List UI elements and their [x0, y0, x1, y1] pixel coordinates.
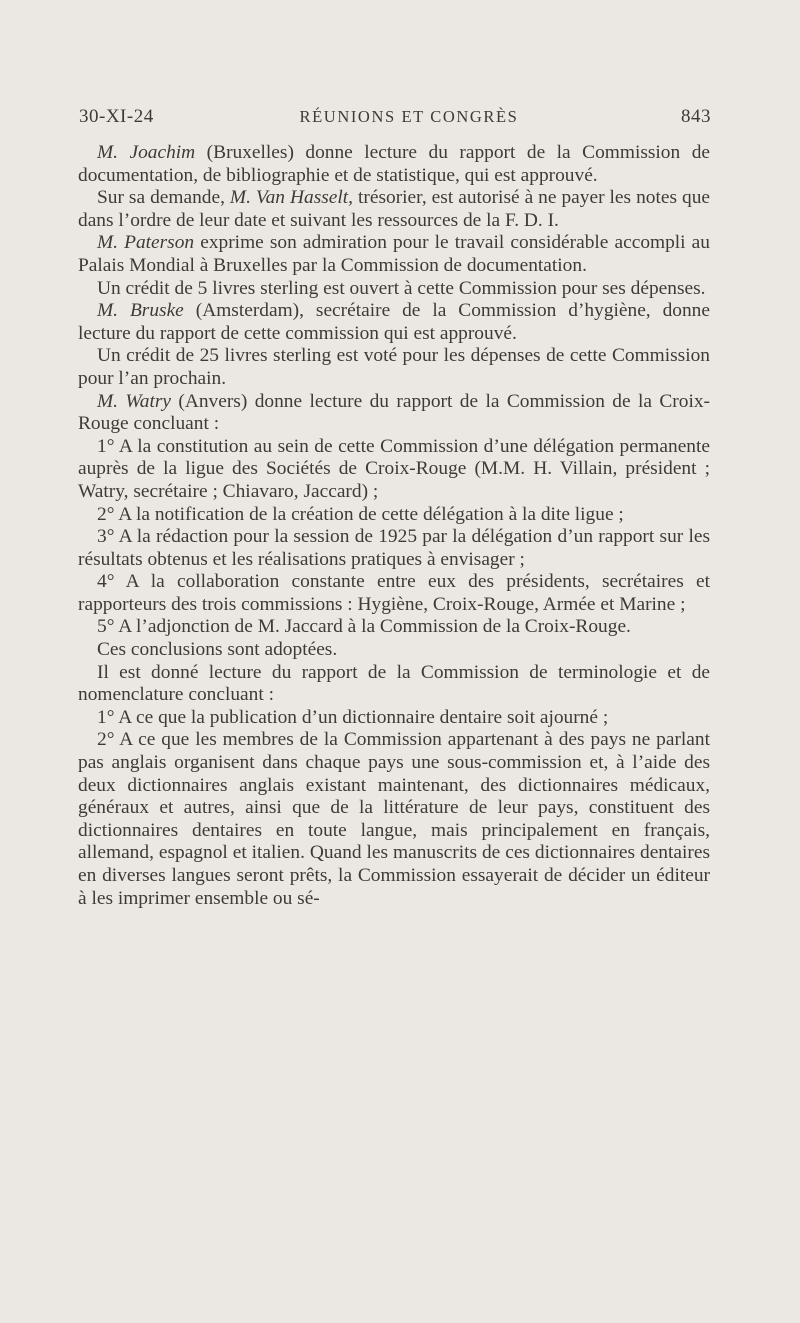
- paragraph: Ces conclusions sont adoptées.: [97, 639, 338, 661]
- header-title: RÉUNIONS ET CONGRÈS: [299, 107, 519, 126]
- list-item: 5° A l’adjonction de M. Jaccard à la Commission de la Croix-Rouge.: [97, 616, 631, 638]
- list-item: 3° A la rédaction pour la session de 1925 par la délégation d’un rapport sur les résultats obtenus et les réalisations pratiques à envisager ;: [78, 526, 710, 570]
- paragraph: M. Paterson exprime son admiration pour le travail considérable accompli au Palais Mondial à Bruxelles par la Commission de documentation.: [78, 232, 710, 276]
- list-item: 1° A ce que la publication d’un dictionnaire dentaire soit ajourné ;: [97, 706, 609, 728]
- person-name: M. Paterson: [97, 232, 195, 254]
- list-item: 2° A ce que les membres de la Commission appartenant à des pays ne parlant pas anglais organisent dans chaque pays une sous-commission et, à l’aide des deux dictionnaires anglais existant maintenant, des dictionnaires médicaux, généraux et autres, ainsi que de la littérature de leur pays, constituent des dictionnaires dentaires en toute langue, mais principalement en français, allemand, espagnol et italien. Quand les manuscrits de ces dictionnaires dentaires en diverses langues seront prêts, la Commission essayerait de décider un éditeur à les imprimer ensemble ou sé-: [78, 729, 710, 909]
- running-header: [79, 106, 711, 136]
- person-name: M. Van Hasselt,: [229, 187, 354, 209]
- header-date: 30-XI-24: [79, 106, 154, 127]
- paragraph: M. Watry (Anvers) donne lecture du rapport de la Commission de la Croix-Rouge concluant :: [78, 390, 710, 435]
- person-name: M. Bruske: [97, 300, 184, 322]
- paragraph: M. Bruske (Amsterdam), secrétaire de la Commission d’hygiène, donne lecture du rapport de cette commission qui est approuvé.: [78, 300, 710, 344]
- paragraph: Il est donné lecture du rapport de la Commission de terminologie et de nomenclature concluant :: [78, 661, 710, 706]
- body-text: [78, 142, 710, 910]
- paragraph: Un crédit de 5 livres sterling est ouvert à cette Commission pour ses dépenses.: [97, 277, 706, 299]
- paragraph: Sur sa demande, M. Van Hasselt, trésorier, est autorisé à ne payer les notes que dans l’ordre de leur date et suivant les ressources de la F. D. I.: [78, 187, 710, 231]
- person-name: M. Watry: [97, 390, 171, 412]
- list-item: 2° A la notification de la création de cette délégation à la dite ligue ;: [97, 503, 624, 525]
- page-number: 843: [681, 106, 711, 127]
- list-item: 1° A la constitution au sein de cette Commission d’une délégation permanente auprès de la ligue des Sociétés de Croix-Rouge (M.M. H. Villain, président ; Watry, secrétaire ; Chiavaro, Jaccard) ;: [78, 435, 710, 502]
- paragraph: M. Joachim (Bruxelles) donne lecture du rapport de la Commission de documentation, de bibliographie et de statistique, qui est approuvé.: [78, 142, 710, 186]
- list-item: 4° A la collaboration constante entre eux des présidents, secrétaires et rapporteurs des trois commissions : Hygiène, Croix-Rouge, Armée et Marine ;: [78, 571, 710, 615]
- person-name: M. Joachim: [97, 142, 196, 163]
- paragraph: Un crédit de 25 livres sterling est voté pour les dépenses de cette Commission pour l’an prochain.: [78, 345, 710, 389]
